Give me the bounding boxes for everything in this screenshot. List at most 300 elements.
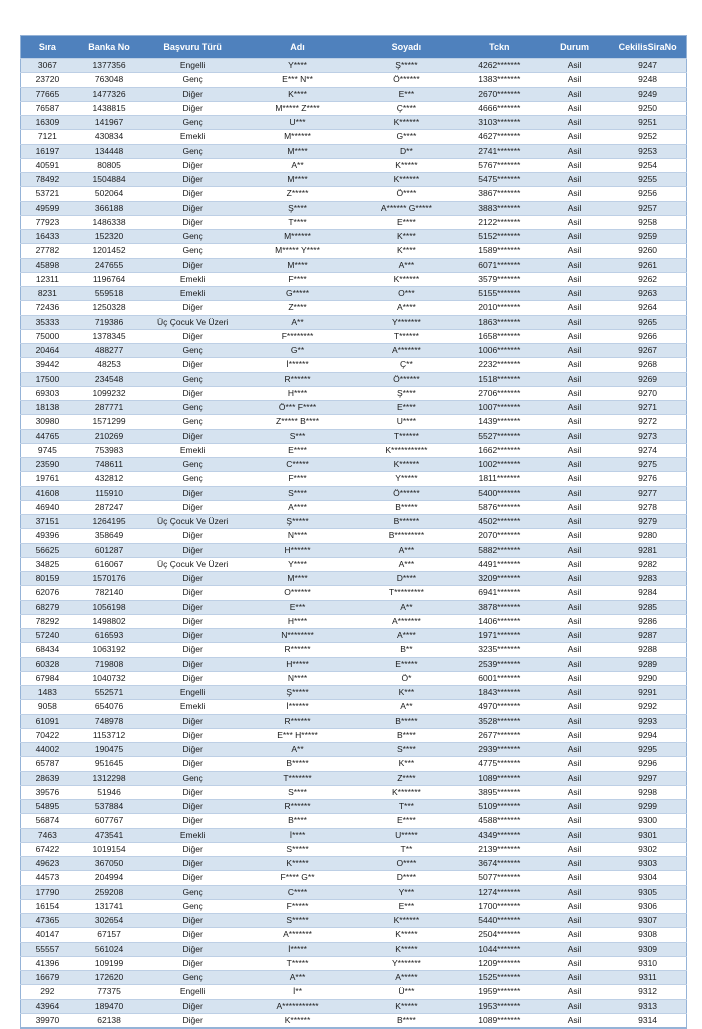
cell-durum: Asil [540, 130, 609, 144]
cell-durum: Asil [540, 857, 609, 871]
cell-basvuru-turu: Diğer [144, 101, 241, 115]
cell-banka-no: 366188 [74, 201, 145, 215]
cell-soyadi: A******* [354, 344, 459, 358]
cell-basvuru-turu: Diğer [144, 629, 241, 643]
cell-durum: Asil [540, 301, 609, 315]
cell-adi: İ** [241, 985, 354, 999]
cell-durum: Asil [540, 116, 609, 130]
cell-cekilissirano: 9251 [609, 116, 686, 130]
cell-tckn: 1089******* [459, 771, 540, 785]
cell-durum: Asil [540, 686, 609, 700]
cell-durum: Asil [540, 757, 609, 771]
cell-cekilissirano: 9269 [609, 372, 686, 386]
cell-soyadi: Ö****** [354, 372, 459, 386]
cell-adi: H***** [241, 657, 354, 671]
cell-banka-no: 719808 [74, 657, 145, 671]
cell-basvuru-turu: Diğer [144, 358, 241, 372]
cell-banka-no: 152320 [74, 230, 145, 244]
cell-adi: Ş***** [241, 515, 354, 529]
cell-tckn: 1518******* [459, 372, 540, 386]
cell-soyadi: O*** [354, 287, 459, 301]
cell-durum: Asil [540, 472, 609, 486]
cell-banka-no: 1264195 [74, 515, 145, 529]
cell-cekilissirano: 9302 [609, 842, 686, 856]
cell-adi: N**** [241, 529, 354, 543]
cell-soyadi: B** [354, 643, 459, 657]
cell-soyadi: K*********** [354, 443, 459, 457]
table-row [21, 344, 687, 358]
cell-cekilissirano: 9303 [609, 857, 686, 871]
table-row [21, 629, 687, 643]
table-row [21, 757, 687, 771]
cell-soyadi: Ç**** [354, 101, 459, 115]
cell-sira: 47365 [21, 914, 74, 928]
table-row [21, 743, 687, 757]
cell-soyadi: E**** [354, 401, 459, 415]
cell-banka-no: 607767 [74, 814, 145, 828]
column-header-tckn: Tckn [459, 36, 540, 59]
table-row [21, 272, 687, 286]
cell-durum: Asil [540, 458, 609, 472]
cell-sira: 67422 [21, 842, 74, 856]
cell-durum: Asil [540, 87, 609, 101]
table-row [21, 258, 687, 272]
cell-adi: M**** [241, 144, 354, 158]
table-row [21, 443, 687, 457]
cell-banka-no: 1378345 [74, 329, 145, 343]
table-row [21, 857, 687, 871]
cell-sira: 17790 [21, 885, 74, 899]
table-row [21, 971, 687, 985]
cell-adi: T***** [241, 956, 354, 970]
cell-sira: 27782 [21, 244, 74, 258]
table-row [21, 458, 687, 472]
cell-tckn: 3878******* [459, 600, 540, 614]
cell-sira: 53721 [21, 187, 74, 201]
cell-basvuru-turu: Diğer [144, 187, 241, 201]
cell-durum: Asil [540, 315, 609, 329]
cell-durum: Asil [540, 956, 609, 970]
cell-sira: 7121 [21, 130, 74, 144]
cell-banka-no: 537884 [74, 800, 145, 814]
table-row [21, 301, 687, 315]
cell-basvuru-turu: Genç [144, 458, 241, 472]
cell-tckn: 3209******* [459, 572, 540, 586]
cell-soyadi: Ç** [354, 358, 459, 372]
cell-basvuru-turu: Diğer [144, 586, 241, 600]
cell-adi: M****** [241, 130, 354, 144]
cell-sira: 57240 [21, 629, 74, 643]
cell-basvuru-turu: Emekli [144, 828, 241, 842]
cell-adi: İ****** [241, 700, 354, 714]
cell-basvuru-turu: Genç [144, 73, 241, 87]
cell-banka-no: 287247 [74, 500, 145, 514]
cell-basvuru-turu: Üç Çocuk Ve Üzeri [144, 557, 241, 571]
cell-soyadi: Y***** [354, 472, 459, 486]
cell-tckn: 1002******* [459, 458, 540, 472]
cell-cekilissirano: 9299 [609, 800, 686, 814]
table-row [21, 686, 687, 700]
cell-cekilissirano: 9300 [609, 814, 686, 828]
cell-soyadi: Y******* [354, 315, 459, 329]
cell-durum: Asil [540, 785, 609, 799]
cell-sira: 7463 [21, 828, 74, 842]
cell-sira: 12311 [21, 272, 74, 286]
cell-adi: A** [241, 743, 354, 757]
table-row [21, 500, 687, 514]
table-row [21, 800, 687, 814]
cell-soyadi: B****** [354, 515, 459, 529]
cell-sira: 43964 [21, 999, 74, 1013]
cell-soyadi: A*** [354, 557, 459, 571]
table-row [21, 515, 687, 529]
cell-soyadi: U***** [354, 828, 459, 842]
cell-basvuru-turu: Diğer [144, 643, 241, 657]
cell-sira: 68434 [21, 643, 74, 657]
cell-banka-no: 1504884 [74, 173, 145, 187]
cell-sira: 41608 [21, 486, 74, 500]
table-row [21, 871, 687, 885]
cell-cekilissirano: 9307 [609, 914, 686, 928]
cell-durum: Asil [540, 272, 609, 286]
cell-banka-no: 748978 [74, 714, 145, 728]
cell-cekilissirano: 9250 [609, 101, 686, 115]
cell-durum: Asil [540, 643, 609, 657]
cell-durum: Asil [540, 230, 609, 244]
cell-durum: Asil [540, 187, 609, 201]
cell-banka-no: 782140 [74, 586, 145, 600]
cell-adi: H****** [241, 543, 354, 557]
cell-banka-no: 748611 [74, 458, 145, 472]
table-row [21, 358, 687, 372]
cell-banka-no: 1477326 [74, 87, 145, 101]
cell-tckn: 3235******* [459, 643, 540, 657]
table-row [21, 101, 687, 115]
cell-durum: Asil [540, 358, 609, 372]
cell-banka-no: 616067 [74, 557, 145, 571]
cell-tckn: 1953******* [459, 999, 540, 1013]
cell-cekilissirano: 9279 [609, 515, 686, 529]
cell-tckn: 1006******* [459, 344, 540, 358]
cell-tckn: 6071******* [459, 258, 540, 272]
cell-adi: B***** [241, 757, 354, 771]
cell-sira: 8231 [21, 287, 74, 301]
table-row [21, 899, 687, 913]
cell-cekilissirano: 9310 [609, 956, 686, 970]
cell-durum: Asil [540, 258, 609, 272]
cell-soyadi: E*** [354, 87, 459, 101]
cell-banka-no: 753983 [74, 443, 145, 457]
cell-basvuru-turu: Emekli [144, 443, 241, 457]
cell-tckn: 1044******* [459, 942, 540, 956]
cell-soyadi: E*** [354, 899, 459, 913]
table-row [21, 700, 687, 714]
cell-soyadi: T*** [354, 800, 459, 814]
cell-banka-no: 1063192 [74, 643, 145, 657]
cell-soyadi: T********* [354, 586, 459, 600]
cell-cekilissirano: 9293 [609, 714, 686, 728]
cell-basvuru-turu: Emekli [144, 700, 241, 714]
cell-banka-no: 204994 [74, 871, 145, 885]
cell-basvuru-turu: Genç [144, 144, 241, 158]
cell-durum: Asil [540, 443, 609, 457]
cell-soyadi: Ş**** [354, 386, 459, 400]
cell-sira: 77923 [21, 215, 74, 229]
cell-soyadi: K*** [354, 686, 459, 700]
cell-adi: C***** [241, 458, 354, 472]
cell-banka-no: 247655 [74, 258, 145, 272]
cell-tckn: 4502******* [459, 515, 540, 529]
cell-durum: Asil [540, 899, 609, 913]
cell-basvuru-turu: Diğer [144, 757, 241, 771]
cell-adi: S**** [241, 486, 354, 500]
cell-sira: 45898 [21, 258, 74, 272]
cell-tckn: 1274******* [459, 885, 540, 899]
cell-soyadi: K**** [354, 230, 459, 244]
cell-cekilissirano: 9267 [609, 344, 686, 358]
cell-durum: Asil [540, 244, 609, 258]
cell-durum: Asil [540, 415, 609, 429]
cell-tckn: 1383******* [459, 73, 540, 87]
cell-adi: Ş***** [241, 686, 354, 700]
cell-basvuru-turu: Genç [144, 885, 241, 899]
cell-basvuru-turu: Diğer [144, 842, 241, 856]
cell-cekilissirano: 9272 [609, 415, 686, 429]
cell-banka-no: 1570176 [74, 572, 145, 586]
cell-tckn: 1863******* [459, 315, 540, 329]
cell-basvuru-turu: Diğer [144, 814, 241, 828]
cell-adi: A** [241, 158, 354, 172]
cell-sira: 60328 [21, 657, 74, 671]
cell-durum: Asil [540, 728, 609, 742]
cell-adi: K**** [241, 87, 354, 101]
cell-tckn: 5876******* [459, 500, 540, 514]
cell-adi: N**** [241, 671, 354, 685]
cell-banka-no: 616593 [74, 629, 145, 643]
cell-tckn: 5767******* [459, 158, 540, 172]
cell-durum: Asil [540, 144, 609, 158]
cell-sira: 69303 [21, 386, 74, 400]
cell-soyadi: K**** [354, 244, 459, 258]
cell-banka-no: 131741 [74, 899, 145, 913]
cell-tckn: 1439******* [459, 415, 540, 429]
cell-adi: Z**** [241, 301, 354, 315]
cell-sira: 9058 [21, 700, 74, 714]
cell-banka-no: 1201452 [74, 244, 145, 258]
cell-banka-no: 48253 [74, 358, 145, 372]
cell-soyadi: B**** [354, 1013, 459, 1028]
cell-basvuru-turu: Diğer [144, 600, 241, 614]
cell-soyadi: D**** [354, 572, 459, 586]
cell-adi: İ***** [241, 942, 354, 956]
cell-banka-no: 358649 [74, 529, 145, 543]
cell-soyadi: B**** [354, 728, 459, 742]
cell-banka-no: 80805 [74, 158, 145, 172]
table-row [21, 201, 687, 215]
cell-banka-no: 115910 [74, 486, 145, 500]
cell-cekilissirano: 9260 [609, 244, 686, 258]
cell-soyadi: E**** [354, 814, 459, 828]
cell-adi: U*** [241, 116, 354, 130]
table-row [21, 842, 687, 856]
cell-tckn: 2539******* [459, 657, 540, 671]
cell-cekilissirano: 9276 [609, 472, 686, 486]
cell-basvuru-turu: Diğer [144, 486, 241, 500]
cell-durum: Asil [540, 657, 609, 671]
cell-sira: 44765 [21, 429, 74, 443]
cell-tckn: 4491******* [459, 557, 540, 571]
table-row [21, 557, 687, 571]
cell-tckn: 4588******* [459, 814, 540, 828]
cell-tckn: 1406******* [459, 614, 540, 628]
cell-sira: 39442 [21, 358, 74, 372]
column-header-banka-no: Banka No [74, 36, 145, 59]
cell-sira: 20464 [21, 344, 74, 358]
cell-basvuru-turu: Diğer [144, 785, 241, 799]
cell-adi: Y**** [241, 557, 354, 571]
cell-tckn: 2939******* [459, 743, 540, 757]
cell-tckn: 5527******* [459, 429, 540, 443]
cell-cekilissirano: 9265 [609, 315, 686, 329]
cell-sira: 62076 [21, 586, 74, 600]
cell-sira: 40147 [21, 928, 74, 942]
cell-adi: G***** [241, 287, 354, 301]
cell-sira: 39970 [21, 1013, 74, 1028]
cell-tckn: 3528******* [459, 714, 540, 728]
cell-cekilissirano: 9285 [609, 600, 686, 614]
cell-sira: 44002 [21, 743, 74, 757]
table-row [21, 1013, 687, 1028]
cell-sira: 16679 [21, 971, 74, 985]
cell-basvuru-turu: Diğer [144, 87, 241, 101]
table-row [21, 885, 687, 899]
cell-sira: 16197 [21, 144, 74, 158]
cell-cekilissirano: 9247 [609, 59, 686, 73]
column-header-adi: Adı [241, 36, 354, 59]
cell-adi: M**** [241, 173, 354, 187]
results-table [20, 35, 687, 1029]
cell-soyadi: A******* [354, 614, 459, 628]
cell-adi: S***** [241, 914, 354, 928]
results-table-header [21, 36, 687, 59]
cell-adi: E*** [241, 600, 354, 614]
cell-basvuru-turu: Engelli [144, 686, 241, 700]
cell-banka-no: 77375 [74, 985, 145, 999]
cell-cekilissirano: 9249 [609, 87, 686, 101]
cell-banka-no: 1377356 [74, 59, 145, 73]
cell-cekilissirano: 9277 [609, 486, 686, 500]
cell-adi: N******** [241, 629, 354, 643]
cell-banka-no: 1312298 [74, 771, 145, 785]
cell-soyadi: T****** [354, 429, 459, 443]
cell-banka-no: 559518 [74, 287, 145, 301]
cell-adi: M**** [241, 572, 354, 586]
cell-banka-no: 302654 [74, 914, 145, 928]
cell-soyadi: Ö****** [354, 486, 459, 500]
cell-soyadi: Ş***** [354, 59, 459, 73]
cell-cekilissirano: 9298 [609, 785, 686, 799]
cell-cekilissirano: 9248 [609, 73, 686, 87]
cell-soyadi: K****** [354, 173, 459, 187]
cell-tckn: 5077******* [459, 871, 540, 885]
cell-soyadi: K****** [354, 458, 459, 472]
cell-cekilissirano: 9274 [609, 443, 686, 457]
cell-cekilissirano: 9261 [609, 258, 686, 272]
cell-sira: 16154 [21, 899, 74, 913]
cell-soyadi: K****** [354, 272, 459, 286]
cell-sira: 72436 [21, 301, 74, 315]
cell-sira: 292 [21, 985, 74, 999]
cell-cekilissirano: 9283 [609, 572, 686, 586]
cell-sira: 80159 [21, 572, 74, 586]
table-row [21, 401, 687, 415]
cell-cekilissirano: 9263 [609, 287, 686, 301]
cell-soyadi: A*** [354, 258, 459, 272]
cell-durum: Asil [540, 871, 609, 885]
table-row [21, 614, 687, 628]
cell-durum: Asil [540, 429, 609, 443]
cell-adi: F**** G** [241, 871, 354, 885]
cell-cekilissirano: 9313 [609, 999, 686, 1013]
cell-tckn: 4666******* [459, 101, 540, 115]
cell-adi: R****** [241, 800, 354, 814]
cell-basvuru-turu: Diğer [144, 671, 241, 685]
cell-soyadi: Ö****** [354, 73, 459, 87]
cell-sira: 35333 [21, 315, 74, 329]
cell-tckn: 2670******* [459, 87, 540, 101]
cell-soyadi: Z**** [354, 771, 459, 785]
cell-basvuru-turu: Diğer [144, 543, 241, 557]
cell-banka-no: 1571299 [74, 415, 145, 429]
cell-basvuru-turu: Diğer [144, 529, 241, 543]
cell-tckn: 1843******* [459, 686, 540, 700]
cell-cekilissirano: 9257 [609, 201, 686, 215]
cell-cekilissirano: 9259 [609, 230, 686, 244]
cell-cekilissirano: 9270 [609, 386, 686, 400]
cell-sira: 67984 [21, 671, 74, 685]
cell-sira: 49623 [21, 857, 74, 871]
cell-tckn: 2010******* [459, 301, 540, 315]
cell-basvuru-turu: Diğer [144, 956, 241, 970]
cell-tckn: 3883******* [459, 201, 540, 215]
cell-adi: A*** [241, 971, 354, 985]
cell-tckn: 4775******* [459, 757, 540, 771]
cell-tckn: 1589******* [459, 244, 540, 258]
table-row [21, 671, 687, 685]
cell-banka-no: 1099232 [74, 386, 145, 400]
cell-soyadi: B***** [354, 714, 459, 728]
cell-durum: Asil [540, 771, 609, 785]
cell-cekilissirano: 9266 [609, 329, 686, 343]
cell-durum: Asil [540, 158, 609, 172]
column-header-durum: Durum [540, 36, 609, 59]
cell-basvuru-turu: Engelli [144, 985, 241, 999]
cell-cekilissirano: 9287 [609, 629, 686, 643]
cell-durum: Asil [540, 600, 609, 614]
cell-basvuru-turu: Diğer [144, 942, 241, 956]
cell-soyadi: K***** [354, 928, 459, 942]
cell-durum: Asil [540, 828, 609, 842]
table-row [21, 529, 687, 543]
cell-sira: 49599 [21, 201, 74, 215]
cell-adi: Ö*** F**** [241, 401, 354, 415]
cell-durum: Asil [540, 59, 609, 73]
cell-cekilissirano: 9281 [609, 543, 686, 557]
cell-tckn: 4349******* [459, 828, 540, 842]
cell-tckn: 1089******* [459, 1013, 540, 1028]
cell-soyadi: D**** [354, 871, 459, 885]
cell-banka-no: 473541 [74, 828, 145, 842]
